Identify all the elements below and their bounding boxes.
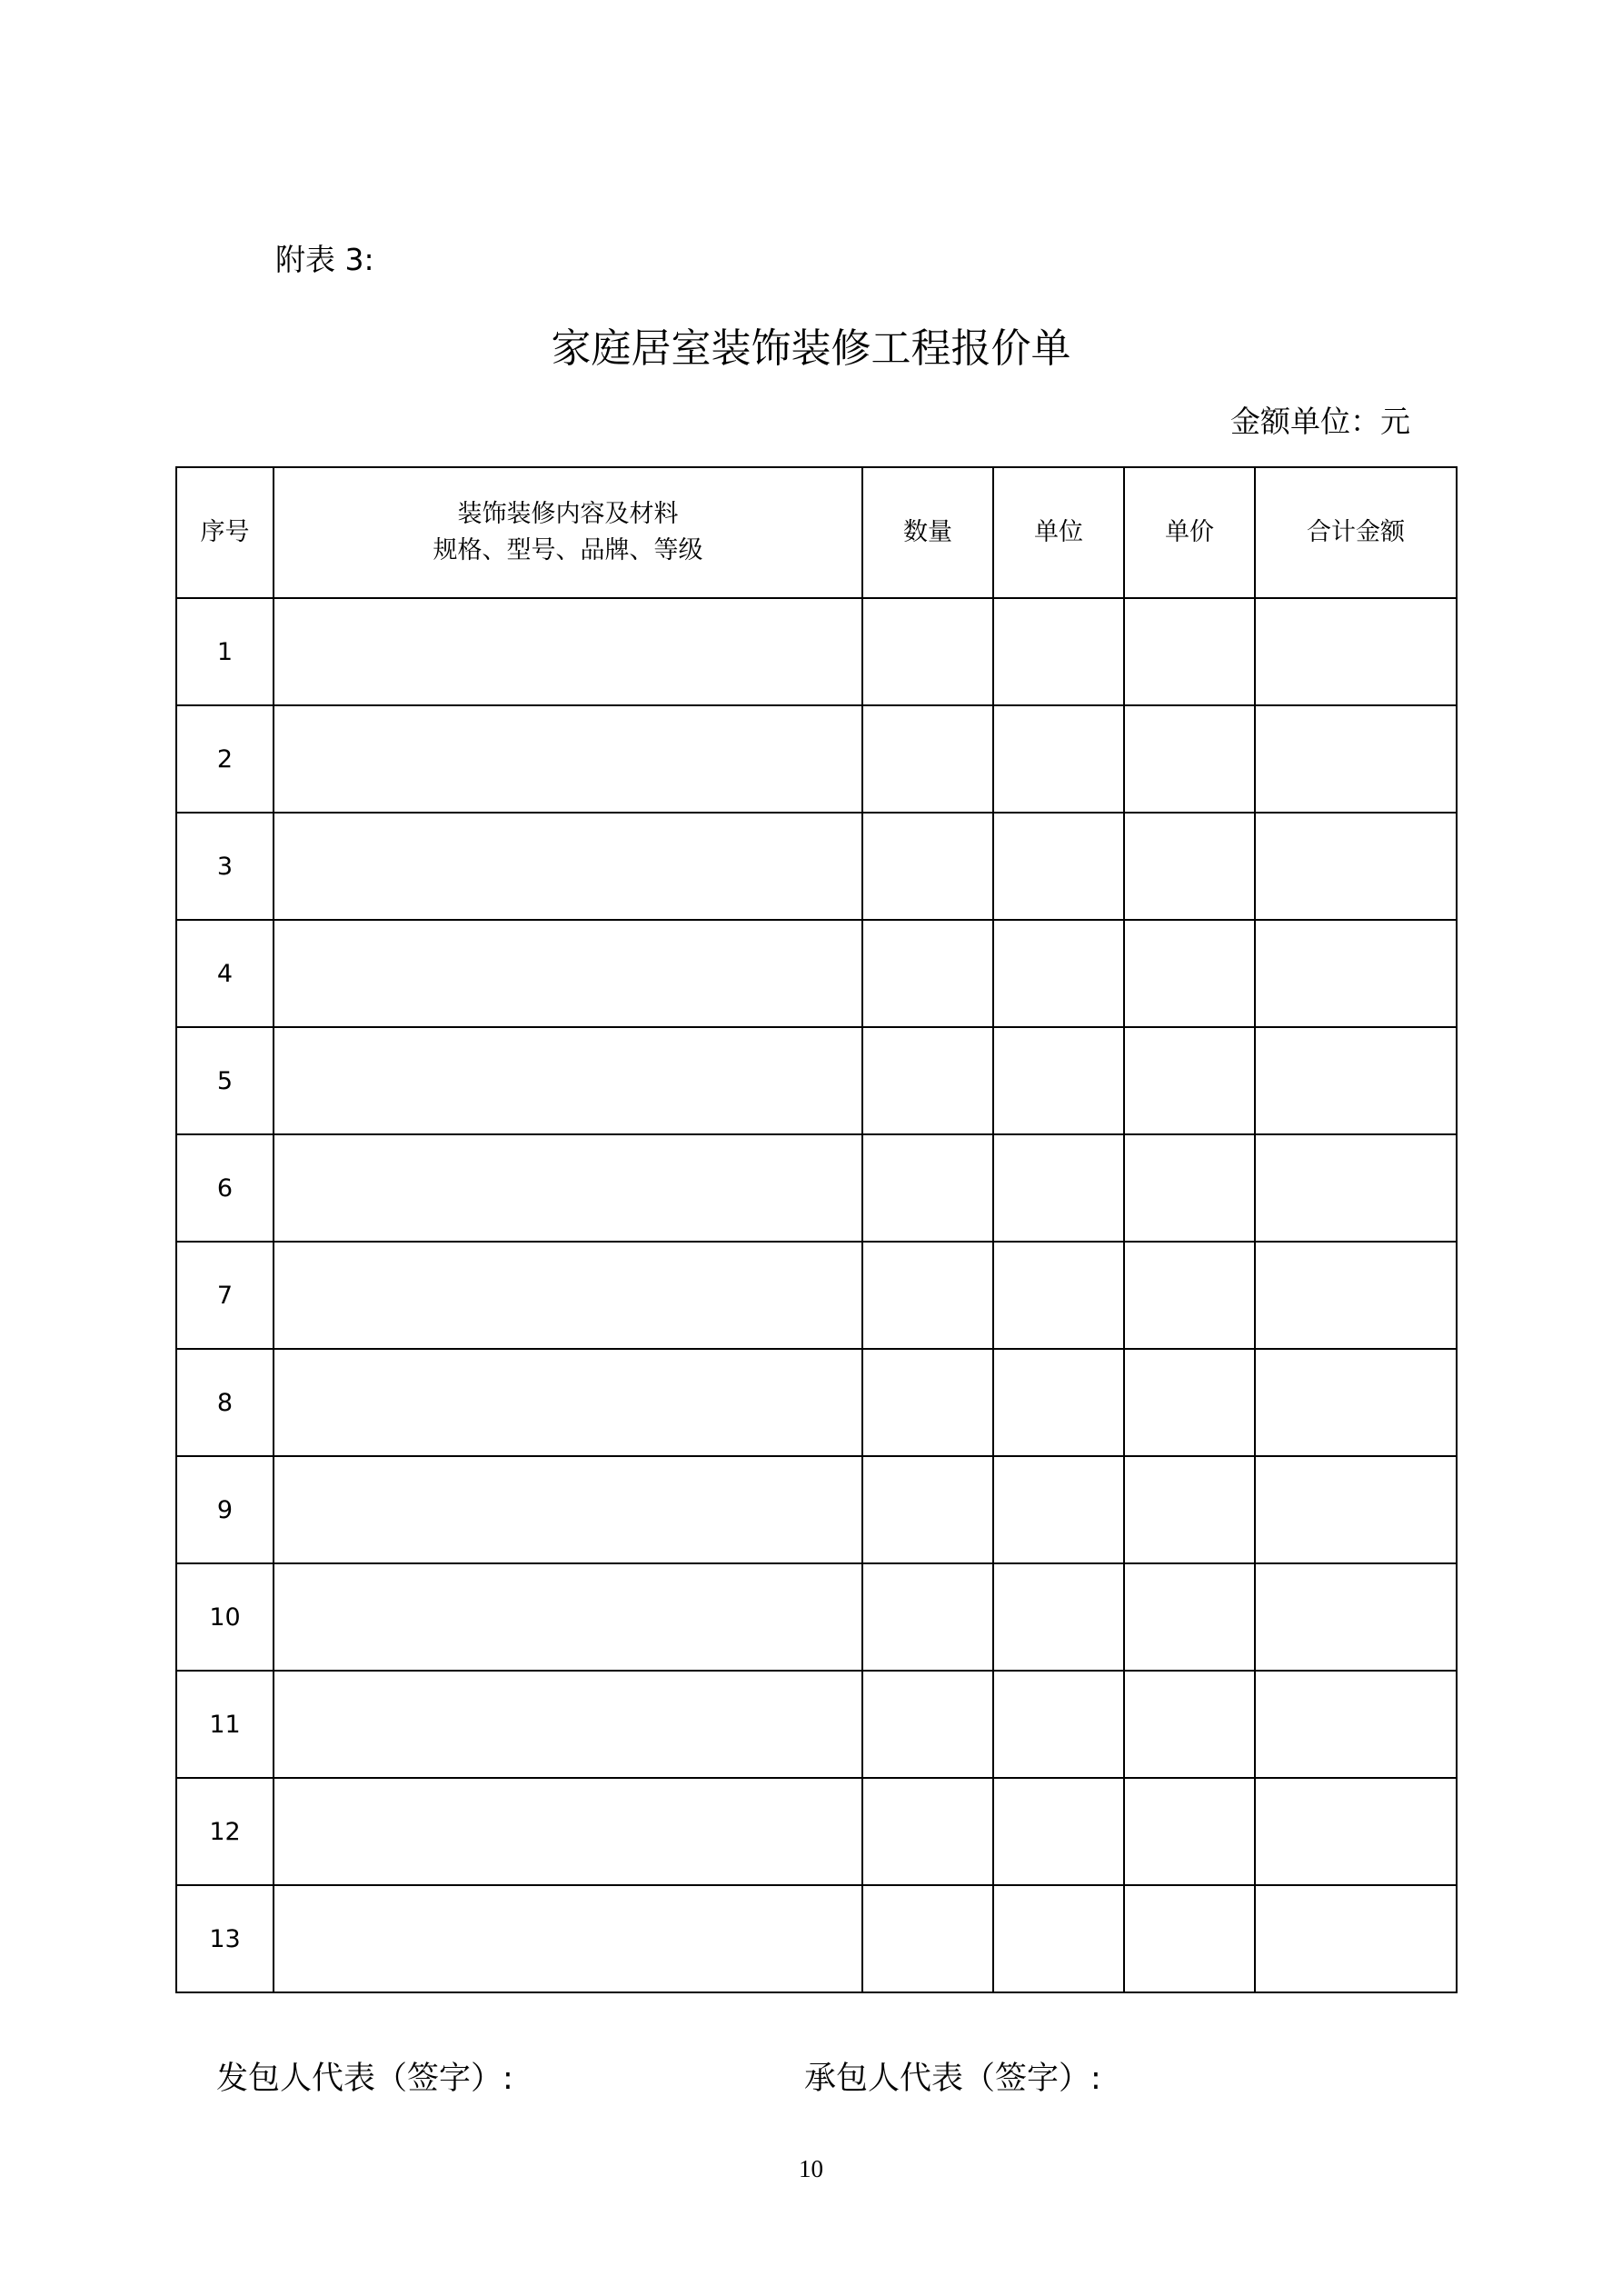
- cell-total-amount: [1255, 1134, 1457, 1242]
- table-row: [176, 1242, 1457, 1349]
- cell-description: [274, 813, 862, 920]
- cell-quantity: [862, 1456, 993, 1563]
- table-row: [176, 1671, 1457, 1778]
- cell-quantity: [862, 1563, 993, 1671]
- cell-description: [274, 705, 862, 813]
- cell-no: 12: [176, 1778, 274, 1885]
- cell-unit: [993, 1456, 1124, 1563]
- header-quantity: 数量: [862, 467, 993, 598]
- table-row: [176, 1456, 1457, 1563]
- cell-description: [274, 1027, 862, 1134]
- cell-quantity: [862, 1027, 993, 1134]
- cell-unit: [993, 1885, 1124, 1992]
- page-number: 10: [799, 2155, 823, 2182]
- header-description: [274, 467, 862, 598]
- cell-quantity: [862, 598, 993, 705]
- cell-unit-price: [1124, 1563, 1255, 1671]
- cell-quantity: [862, 1349, 993, 1456]
- cell-quantity: [862, 1885, 993, 1992]
- cell-total-amount: [1255, 598, 1457, 705]
- cell-no: 10: [176, 1563, 274, 1671]
- cell-description: [274, 1349, 862, 1456]
- cell-unit-price: [1124, 1671, 1255, 1778]
- table-row: [176, 1563, 1457, 1671]
- table-row: [176, 813, 1457, 920]
- header-unit: 单位: [993, 467, 1124, 598]
- cell-description: [274, 598, 862, 705]
- cell-description: [274, 1563, 862, 1671]
- cell-no: 8: [176, 1349, 274, 1456]
- table-row: [176, 598, 1457, 705]
- quotation-table: [175, 466, 1458, 1993]
- cell-no: 3: [176, 813, 274, 920]
- page-title: 家庭居室装饰装修工程报价单: [551, 325, 1071, 372]
- cell-total-amount: [1255, 1027, 1457, 1134]
- cell-unit: [993, 1242, 1124, 1349]
- cell-total-amount: [1255, 705, 1457, 813]
- table-row: [176, 705, 1457, 813]
- table-row: [176, 1885, 1457, 1992]
- cell-quantity: [862, 1671, 993, 1778]
- cell-unit-price: [1124, 1349, 1255, 1456]
- cell-unit: [993, 813, 1124, 920]
- cell-unit-price: [1124, 1134, 1255, 1242]
- cell-quantity: [862, 920, 993, 1027]
- cell-total-amount: [1255, 1885, 1457, 1992]
- cell-no: 13: [176, 1885, 274, 1992]
- cell-unit: [993, 1349, 1124, 1456]
- table-row: [176, 1134, 1457, 1242]
- contractor-signature-label: 承包人代表（签字）:: [804, 2061, 1101, 2097]
- cell-no: 5: [176, 1027, 274, 1134]
- table-row: [176, 1778, 1457, 1885]
- cell-no: 9: [176, 1456, 274, 1563]
- header-total-amount: 合计金额: [1255, 467, 1457, 598]
- header-unit-price: 单价: [1124, 467, 1255, 598]
- cell-unit-price: [1124, 1778, 1255, 1885]
- cell-total-amount: [1255, 1778, 1457, 1885]
- cell-unit: [993, 598, 1124, 705]
- cell-no: 4: [176, 920, 274, 1027]
- cell-unit-price: [1124, 920, 1255, 1027]
- cell-unit: [993, 1027, 1124, 1134]
- cell-description: [274, 1885, 862, 1992]
- cell-total-amount: [1255, 1242, 1457, 1349]
- cell-unit-price: [1124, 1456, 1255, 1563]
- cell-unit: [993, 920, 1124, 1027]
- cell-total-amount: [1255, 1671, 1457, 1778]
- table-row: [176, 920, 1457, 1027]
- cell-description: [274, 1242, 862, 1349]
- cell-total-amount: [1255, 920, 1457, 1027]
- header-no: 序号: [176, 467, 274, 598]
- cell-no: 1: [176, 598, 274, 705]
- cell-unit: [993, 1134, 1124, 1242]
- cell-unit-price: [1124, 1027, 1255, 1134]
- cell-total-amount: [1255, 1349, 1457, 1456]
- cell-description: [274, 1134, 862, 1242]
- cell-total-amount: [1255, 1456, 1457, 1563]
- employer-signature-label: 发包人代表（签字）:: [216, 2061, 513, 2097]
- header-description-line1: 装饰装修内容及材料: [457, 500, 679, 528]
- cell-unit: [993, 1671, 1124, 1778]
- cell-quantity: [862, 813, 993, 920]
- cell-quantity: [862, 705, 993, 813]
- cell-no: 11: [176, 1671, 274, 1778]
- cell-unit-price: [1124, 1242, 1255, 1349]
- cell-unit-price: [1124, 705, 1255, 813]
- table-row: [176, 1349, 1457, 1456]
- cell-unit: [993, 1563, 1124, 1671]
- cell-unit: [993, 1778, 1124, 1885]
- cell-description: [274, 1456, 862, 1563]
- cell-description: [274, 1671, 862, 1778]
- cell-no: 7: [176, 1242, 274, 1349]
- cell-unit-price: [1124, 1885, 1255, 1992]
- attachment-label: 附表 3:: [275, 242, 374, 277]
- cell-total-amount: [1255, 1563, 1457, 1671]
- cell-quantity: [862, 1242, 993, 1349]
- cell-quantity: [862, 1778, 993, 1885]
- header-description-line2: 规格、型号、品牌、等级: [433, 536, 703, 564]
- cell-quantity: [862, 1134, 993, 1242]
- cell-description: [274, 920, 862, 1027]
- cell-unit: [993, 705, 1124, 813]
- cell-description: [274, 1778, 862, 1885]
- table-row: [176, 1027, 1457, 1134]
- cell-no: 6: [176, 1134, 274, 1242]
- table-body: [176, 598, 1457, 1992]
- cell-no: 2: [176, 705, 274, 813]
- amount-unit-note: 金额单位：元: [1230, 404, 1410, 439]
- cell-unit-price: [1124, 813, 1255, 920]
- table-header-row: [176, 467, 1457, 598]
- cell-total-amount: [1255, 813, 1457, 920]
- cell-unit-price: [1124, 598, 1255, 705]
